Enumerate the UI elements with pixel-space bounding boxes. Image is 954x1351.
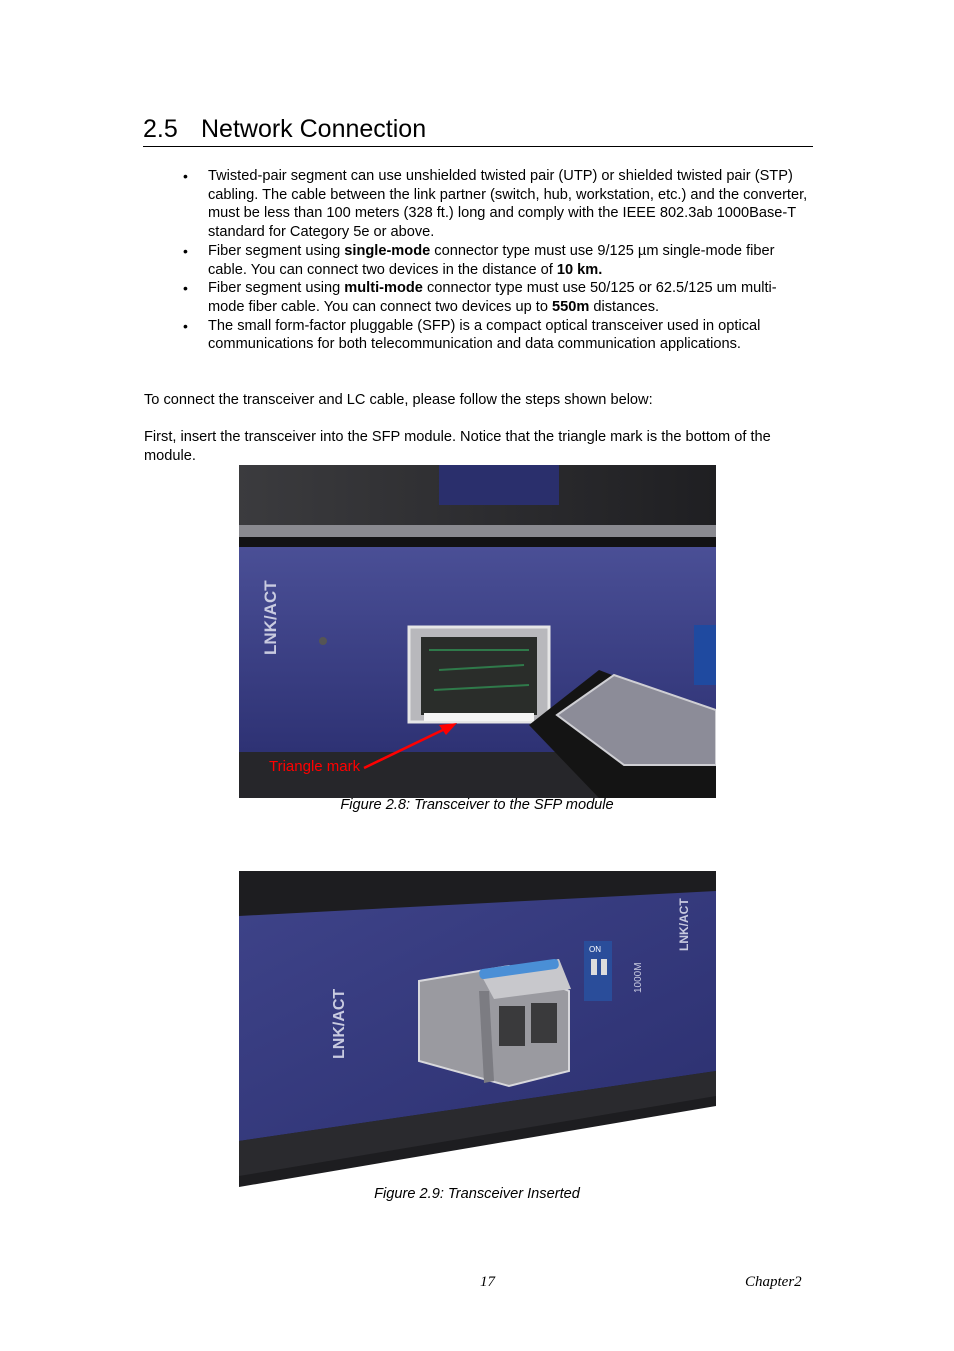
- section-heading: [143, 112, 813, 147]
- bullet-dot: •: [183, 242, 188, 259]
- figure-transceiver-to-sfp: [239, 465, 716, 798]
- sfp-photo: [239, 465, 716, 798]
- connect-instructions: To connect the transceiver and LC cable, please follow the steps shown below:: [144, 392, 653, 408]
- bullet-item: [183, 167, 811, 242]
- bullet-text: connector type must use 9/125 µm single-mode fiber cable. You can connect two devices in the distance of: [208, 242, 775, 278]
- bullet-item: [183, 317, 811, 354]
- panel-label-lnkact: LNK/ACT: [331, 988, 348, 1059]
- bullet-dot: •: [183, 317, 188, 334]
- figure-2-8-caption: Figure 2.8: Transceiver to the SFP module: [340, 797, 614, 813]
- panel-label-lnkact-right: LNK/ACT: [677, 898, 691, 951]
- bullet-text: distances.: [589, 298, 660, 315]
- bullet-text: connector type must use 50/125 or 62.5/125 um multi-mode fiber cable. You can connect two devices up to: [208, 280, 777, 315]
- bullet-text: Fiber segment using: [208, 280, 345, 297]
- bullet-text: Twisted-pair segment can use unshielded twisted pair (UTP) or shielded twisted pair (STP) cabling. The cable between the link partner (switch, hub, workstation, etc.) and the converter, must be less than 100 meters (328 ft.) long and comply with the IEEE 802.3ab 1000Base-T standard for Category 5e or above.: [208, 168, 808, 241]
- bullet-dot: •: [183, 280, 188, 297]
- dip-switch-on-label: ON: [589, 945, 601, 954]
- page-number: 17: [480, 1274, 495, 1290]
- section-title: Network Connection: [201, 115, 427, 143]
- bullet-text: The small form-factor pluggable (SFP) is a compact optical transceiver used in optical communications for both telecommunication and data communication applications.: [208, 317, 761, 353]
- inserted-photo: [239, 871, 716, 1187]
- section-number: 2.5: [143, 115, 178, 143]
- bullet-bold-text: 550m: [552, 298, 590, 315]
- bullet-bold-text: 10 km.: [556, 261, 603, 278]
- bullet-bold-text: single-mode: [344, 242, 431, 259]
- bullet-item: [183, 279, 811, 316]
- bullet-dot: •: [183, 168, 188, 184]
- insert-instructions: First, insert the transceiver into the SFP module. Notice that the triangle mark is the bottom of the module.: [144, 429, 771, 464]
- panel-label-lnkact: LNK/ACT: [261, 580, 280, 655]
- bullet-item: [183, 242, 811, 279]
- figure-transceiver-inserted: [239, 871, 716, 1187]
- bullet-bold-text: multi-mode: [344, 280, 423, 297]
- chapter-label: Chapter2: [745, 1274, 802, 1290]
- speed-label: 1000M: [633, 962, 644, 993]
- triangle-mark-label: Triangle mark: [269, 758, 361, 775]
- bullet-text: Fiber segment using: [208, 242, 345, 259]
- figure-2-9-caption: Figure 2.9: Transceiver Inserted: [374, 1186, 580, 1202]
- requirements-list: [183, 167, 811, 354]
